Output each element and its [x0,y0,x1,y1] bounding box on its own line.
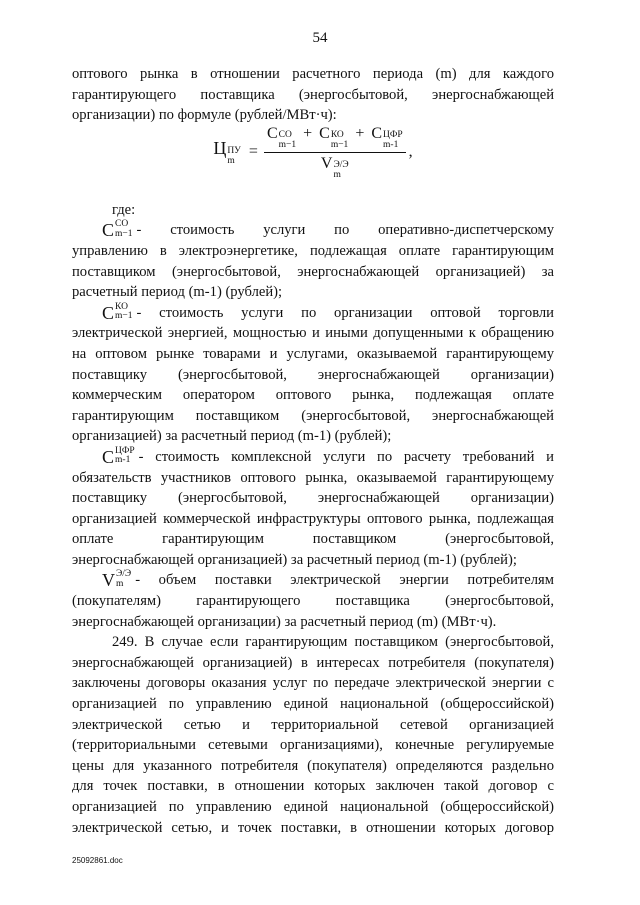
definition-symbol: C ЦФР m-1 [102,445,135,467]
formula-subscript: m-1 [115,455,131,466]
formula-equals: = [248,143,258,161]
text-line: - стоимость услуги по оперативно-диспетчерскому [136,222,554,239]
definition-ko [72,303,554,447]
formula-fraction [264,124,406,181]
formula-symbol: C [319,125,330,143]
text-line: для точек поставки, в отношении которых заключен такой договор с [72,778,554,795]
text-line: гарантирующего поставщика (энергосбытовой, энергоснабжающей [72,86,554,103]
text-line: управлению в электроэнергетике, подлежащая оплате гарантирующим [72,242,554,259]
text-line: энергоснабжающей организацией) в интересах потребителя (покупателя) [72,654,554,671]
text-line: обязательств участников оптового рынка, оказываемой гарантирующему [72,469,554,486]
formula-superscript: КО [115,301,128,312]
text-line: организацией по управлению единой национальной (общероссийской) [72,696,554,713]
formula-symbol: V [320,155,333,173]
text-line: - стоимость услуги по организации оптовой торговли [136,304,554,321]
document-filename: 25092861.doc [72,856,123,865]
text-line: коммерческим оператором оптового рынка, подлежащая оплате [72,387,554,404]
formula-subscript: m [227,155,235,166]
formula-symbol: C [371,125,383,143]
text-line: электрической энергией, мощностью и иными допущенными к обращению [72,325,554,342]
formula-subscript: m−1 [115,228,133,239]
price-formula [72,125,554,180]
page-number: 54 [312,30,328,46]
formula-subscript: m-1 [383,139,399,150]
formula-subscript: m−1 [278,139,297,150]
text-line: энергоснабжающей организации) за расчетный период (m) (МВт·ч). [72,613,497,630]
text-line: организации) по формуле (рублей/МВт·ч): [72,107,337,124]
text-line: организацией) за расчетный период (m-1) (рублей); [72,428,392,445]
formula-symbol: Ц [213,138,227,159]
text-line: расчетный период (m-1) (рублей); [72,284,283,301]
text-line: организацией коммерческой инфраструктуры оптового рынка, подлежащая [72,510,554,527]
formula-denominator [321,153,349,181]
formula-superscript: ЦФР [115,445,135,456]
definition-co [72,220,554,302]
formula-superscript: Э/Э [333,160,349,171]
text-line: поставщику (энергосбытовой, энергоснабжающей организации) [72,490,554,507]
text-line: поставщиком (энергосбытовой, энергоснабжающей организацией) за [72,263,554,280]
definition-v [72,570,554,632]
text-line: организацией по управлению единой национальной (общероссийской) [72,799,554,815]
text-line: поставщику (энергосбытовой, энергоснабжающей организации) [72,366,554,383]
text-line: - объем поставки электрической энергии потребителям [135,572,554,589]
formula-lhs [213,138,241,167]
formula-numerator [264,124,406,153]
formula-subscript: m [116,578,124,589]
text-line: электрической сетью, и точек поставки, в отношении которых договор [72,819,554,836]
definition-symbol: V Э/Э m [102,569,132,591]
paragraph-249 [72,632,554,838]
text-line: (покупателям) гарантирующего поставщика (энергосбытовой, [72,593,554,610]
formula-superscript: СО [115,219,129,230]
formula-superscript: СО [278,130,292,141]
text-line: оплате гарантирующим поставщиком (энергосбытовой, [72,531,554,548]
text-line: цены для указанного потребителя (покупателя) определяются раздельно [72,757,554,774]
definition-symbol: C КО m−1 [102,301,133,323]
definition-symbol: C СО m−1 [102,219,133,241]
definition-cfr [72,447,554,571]
text-line: заключены договоры оказания услуг по передаче электрической энергии с [72,675,554,692]
formula-superscript: ПУ [227,146,241,157]
text-line: 249. В случае если гарантирующим поставщиком (энергосбытовой, [112,634,554,651]
formula-subscript: m [333,169,341,180]
document-body [72,64,554,838]
formula-subscript: m−1 [330,139,349,150]
formula-plus: + [303,125,313,143]
text-line: энергоснабжающей организацией) за расчетный период (m-1) (рублей); [72,551,517,568]
where-label: где: [112,201,136,218]
text-line: оптового рынка в отношении расчетного периода (m) для каждого [72,66,554,82]
text-line: - стоимость комплексной услуги по расчету требований и [138,448,554,465]
formula-comma: , [408,143,413,161]
formula-subscript: m−1 [115,311,133,322]
formula-superscript: КО [330,130,344,141]
formula-plus: + [355,125,365,143]
formula-symbol: C [266,125,278,143]
text-line: электрической сетью и территориальной сетевой организацией [72,716,554,733]
formula-superscript: ЦФР [383,130,403,141]
text-line: на оптовом рынке товарами и услугами, оказываемой гарантирующему [72,345,554,362]
text-line: гарантирующим поставщиком (энергосбытовой, энергоснабжающей [72,407,554,424]
intro-paragraph [72,64,554,126]
formula-superscript: Э/Э [116,569,132,580]
text-line: (территориальными сетевыми организациями), конечные регулируемые [72,737,554,754]
